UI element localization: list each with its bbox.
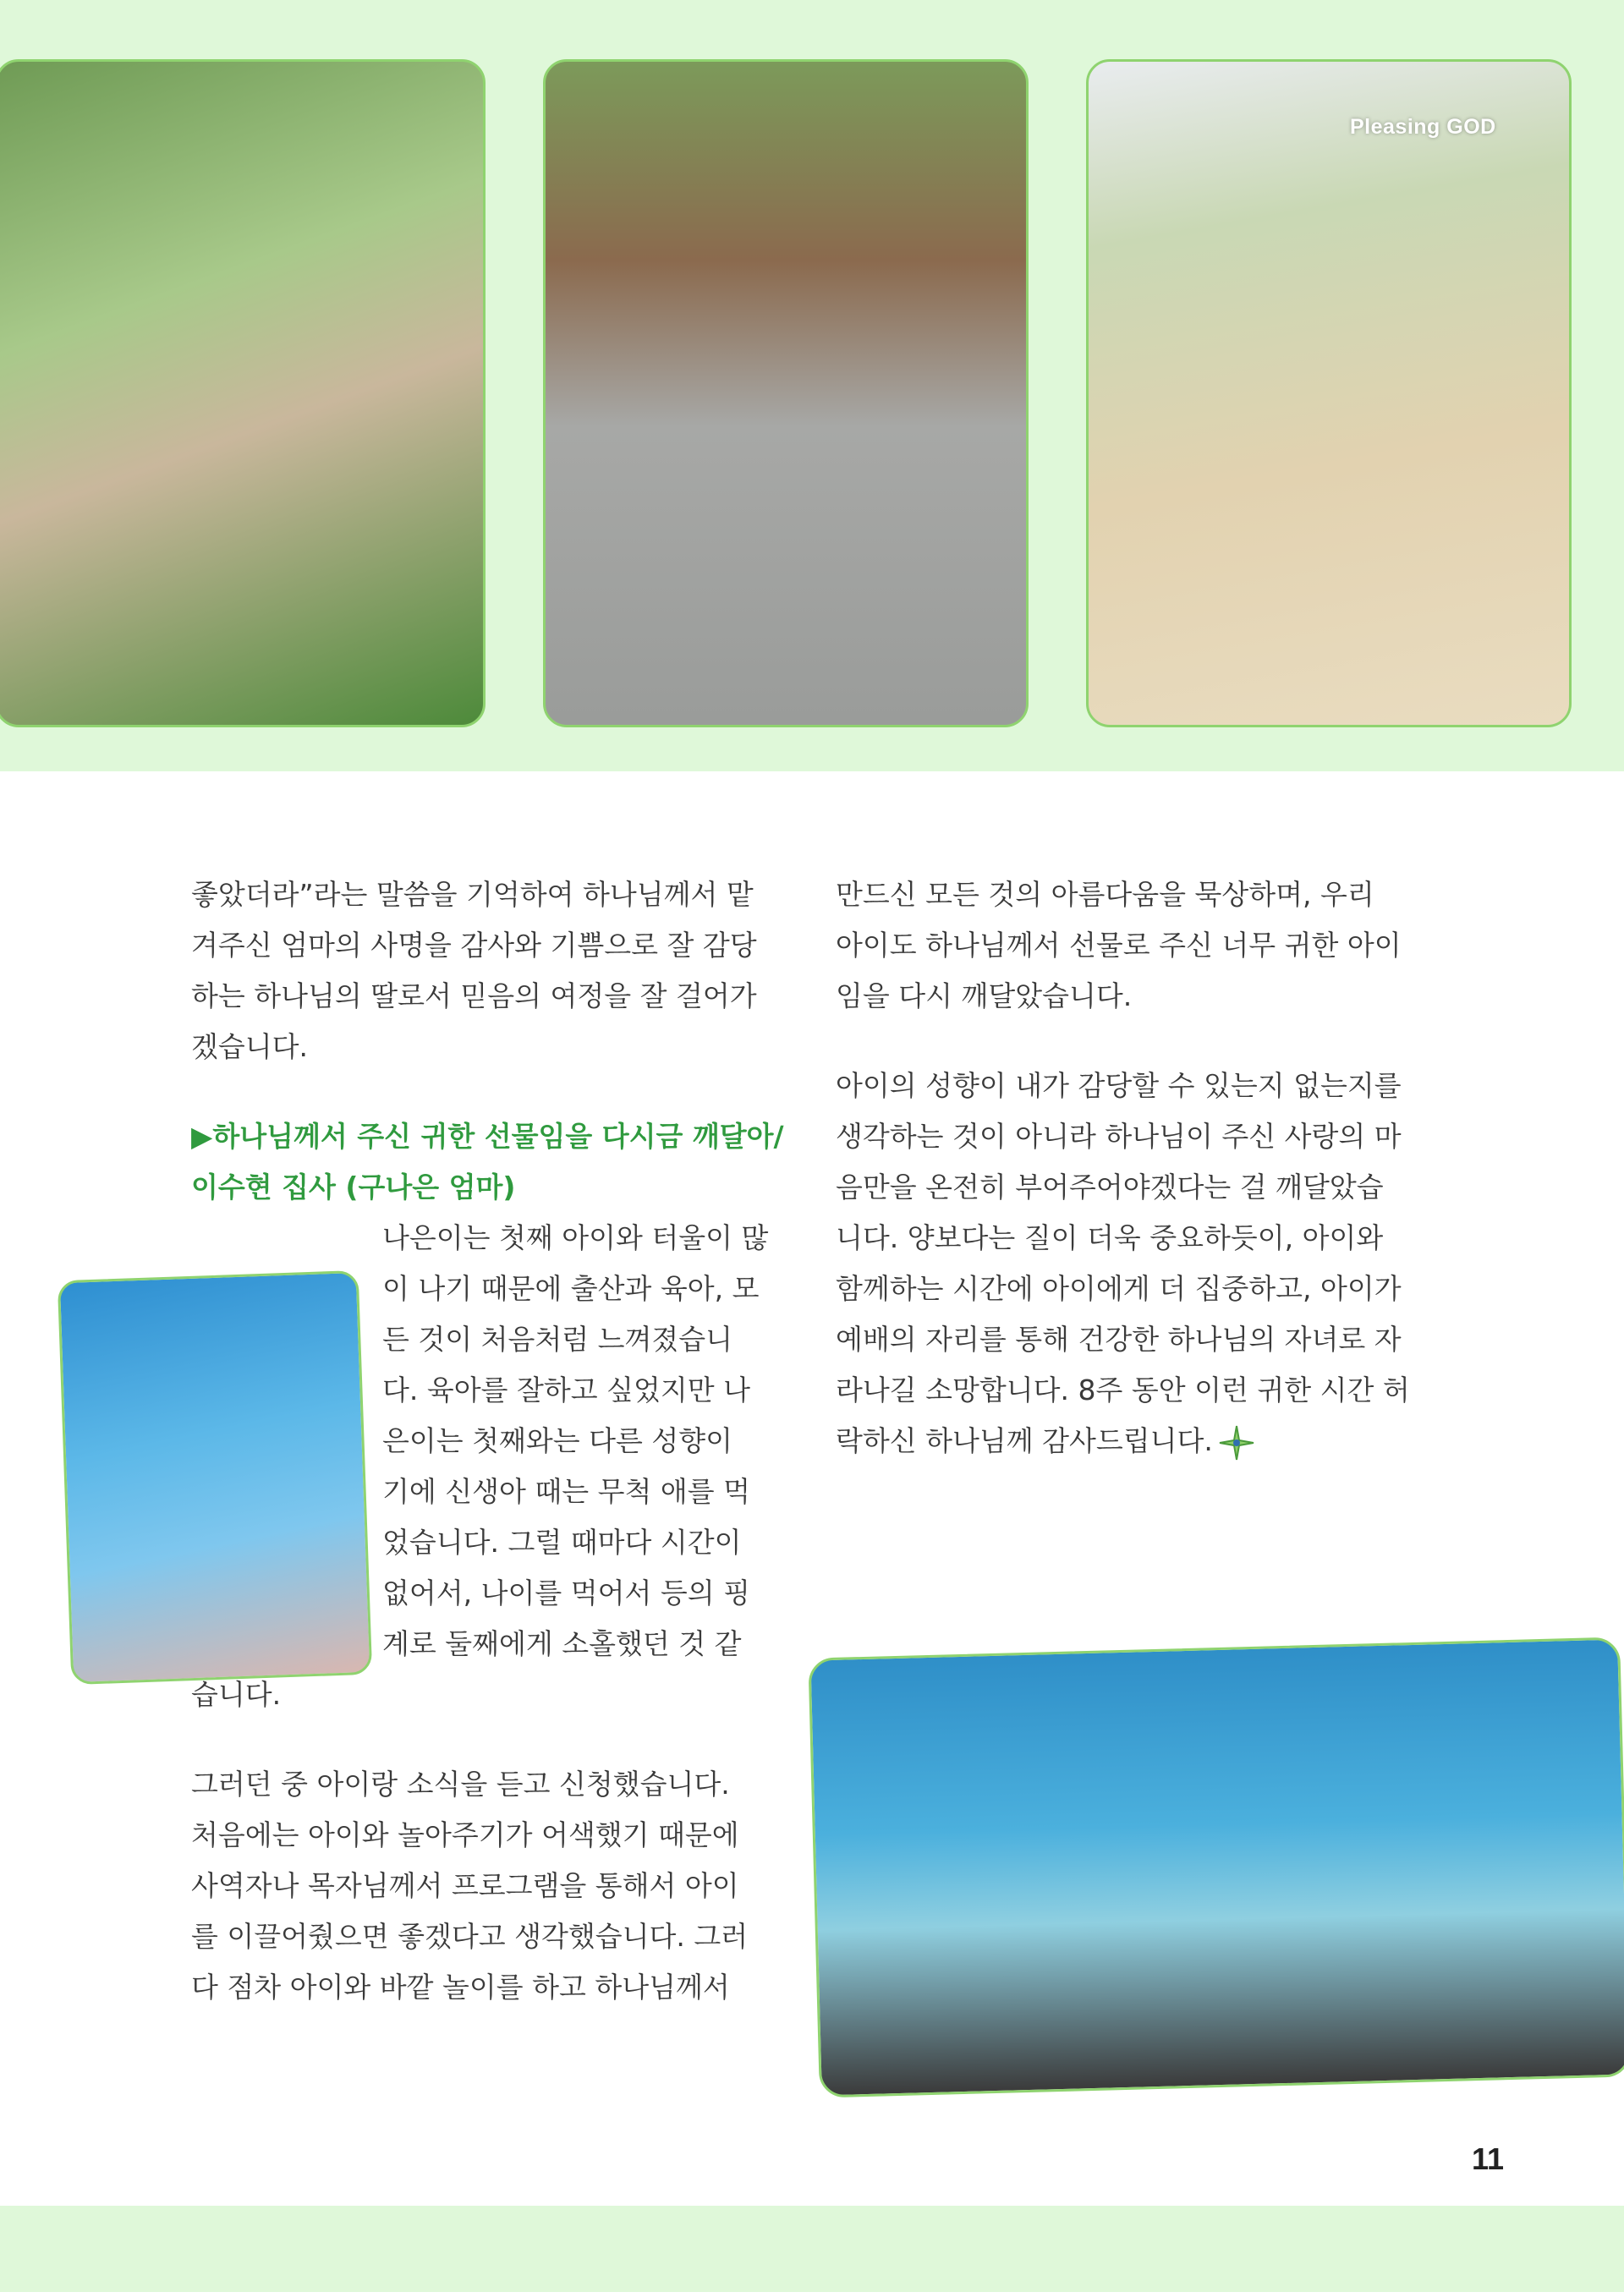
text-line: 없어서, 나이를 먹어서 등의 핑 xyxy=(382,1576,750,1609)
right-column xyxy=(836,869,1433,1467)
text-line: 이 나기 때문에 출산과 육아, 모 xyxy=(382,1272,760,1305)
text-line: 습니다. xyxy=(191,1678,282,1711)
photo-sandbox-play xyxy=(1086,59,1572,727)
heading-line: ▶하나님께서 주신 귀한 선물임을 다시금 깨달아/ xyxy=(191,1120,784,1153)
closing-text: 락하신 하나님께 감사드립니다. xyxy=(836,1424,1213,1457)
bottom-green-band xyxy=(0,2206,1624,2292)
photo-garden-gathering xyxy=(0,59,486,727)
page-number: 11 xyxy=(1472,2141,1505,2176)
section-heading xyxy=(191,1111,787,1213)
text-line: 좋았더라”라는 말씀을 기억하여 하나님께서 맡 xyxy=(191,878,754,911)
text-line: 생각하는 것이 아니라 하나님이 주신 사랑의 마 xyxy=(836,1120,1402,1153)
text-line: 그러던 중 아이랑 소식을 듣고 신청했습니다. xyxy=(191,1768,730,1801)
text-line: 하는 하나님의 딸로서 믿음의 여정을 잘 걸어가 xyxy=(191,979,757,1012)
text-line: 아이의 성향이 내가 감당할 수 있는지 없는지를 xyxy=(836,1069,1402,1102)
heading-line: 이수현 집사 (구나은 엄마) xyxy=(191,1171,516,1204)
text-line-last xyxy=(836,1416,1433,1467)
text-line: 다 점차 아이와 바깥 놀이를 하고 하나님께서 xyxy=(191,1971,730,2004)
text-line: 예배의 자리를 통해 건강한 하나님의 자녀로 자 xyxy=(836,1323,1402,1356)
text-line: 었습니다. 그럴 때마다 시간이 xyxy=(382,1526,742,1559)
photo-aquarium-mother-child xyxy=(58,1270,372,1685)
text-line: 라나길 소망합니다. 8주 동안 이런 귀한 시간 허 xyxy=(836,1374,1410,1406)
photo-group-aquarium xyxy=(808,1637,1624,2098)
text-line: 겠습니다. xyxy=(191,1030,309,1063)
text-line: 니다. 양보다는 질이 더욱 중요하듯이, 아이와 xyxy=(836,1221,1384,1254)
text-line: 음만을 온전히 부어주어야겠다는 걸 깨달았습 xyxy=(836,1171,1384,1204)
text-line: 다. 육아를 잘하고 싶었지만 나 xyxy=(382,1374,750,1406)
photo-puppy-pen xyxy=(543,59,1029,727)
text-line: 사역자나 목자님께서 프로그램을 통해서 아이 xyxy=(191,1869,739,1902)
watermark: Pleasing GOD xyxy=(1350,115,1496,139)
right-first-paragraph xyxy=(836,869,1433,1022)
text-line: 든 것이 처음처럼 느껴졌습니 xyxy=(382,1323,733,1356)
second-paragraph xyxy=(191,1759,787,2013)
right-second-paragraph xyxy=(836,1061,1433,1467)
text-line: 기에 신생아 때는 무척 애를 먹 xyxy=(382,1475,750,1508)
text-line: 아이도 하나님께서 선물로 주신 너무 귀한 아이 xyxy=(836,929,1402,962)
sparkle-star-icon xyxy=(1218,1424,1255,1461)
intro-paragraph xyxy=(191,869,787,1072)
text-line: 임을 다시 깨달았습니다. xyxy=(836,979,1133,1012)
text-line: 함께하는 시간에 아이에게 더 집중하고, 아이가 xyxy=(836,1272,1402,1305)
text-line: 계로 둘째에게 소홀했던 것 같 xyxy=(382,1627,742,1660)
text-line: 나은이는 첫째 아이와 터울이 많 xyxy=(382,1221,769,1254)
text-line: 만드신 모든 것의 아름다움을 묵상하며, 우리 xyxy=(836,878,1374,911)
text-line: 처음에는 아이와 놀아주기가 어색했기 때문에 xyxy=(191,1818,739,1851)
text-line: 은이는 첫째와는 다른 성향이 xyxy=(382,1424,733,1457)
text-line: 겨주신 엄마의 사명을 감사와 기쁨으로 잘 감당 xyxy=(191,929,757,962)
text-line: 를 이끌어줬으면 좋겠다고 생각했습니다. 그러 xyxy=(191,1920,749,1953)
